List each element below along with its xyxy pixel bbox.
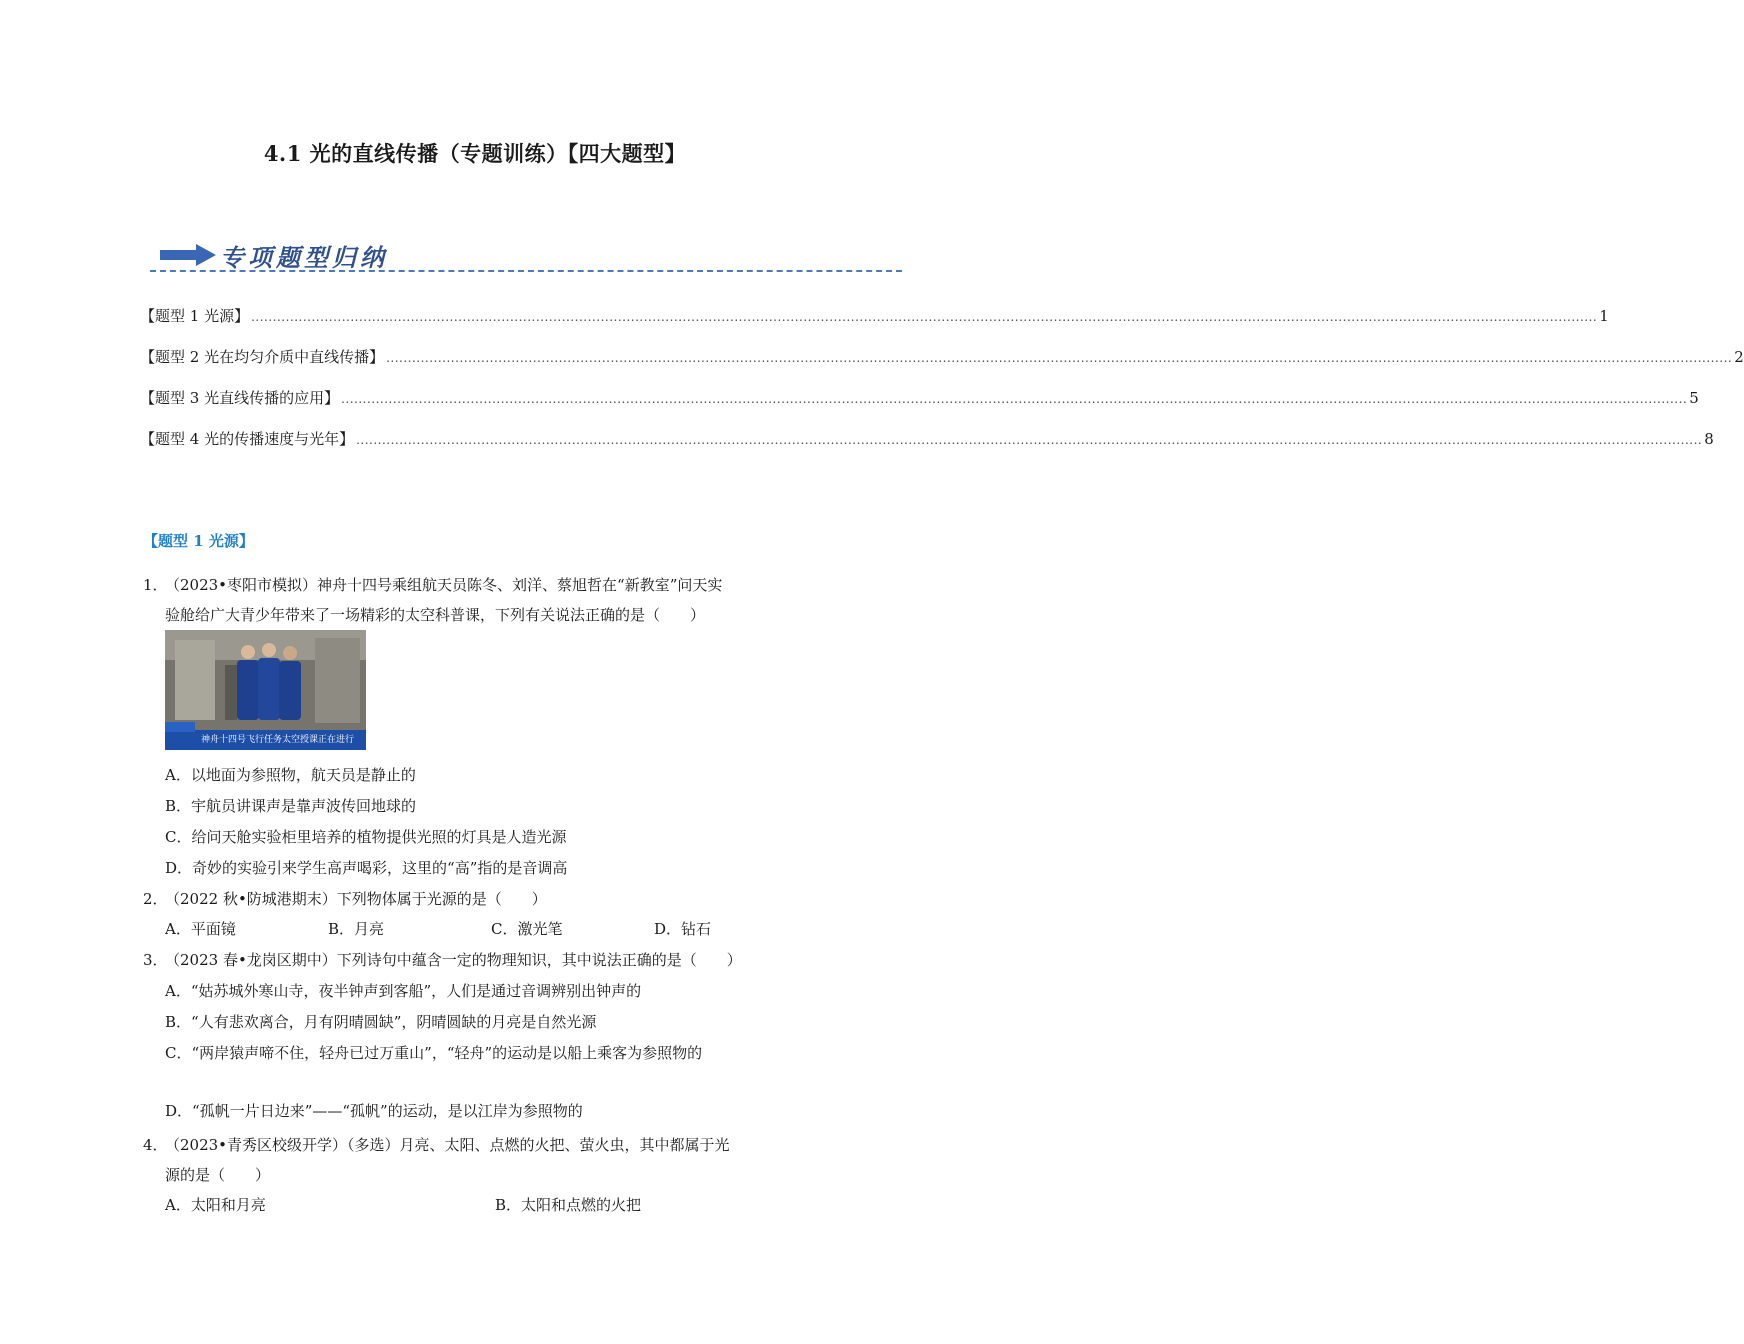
question-text: （2023 春•龙岗区期中）下列诗句中蕴含一定的物理知识，其中说法正确的是（ ） [165, 951, 742, 969]
document-title: 4.1 光的直线传播（专题训练）【四大题型】 [263, 141, 687, 166]
toc-leader: ........................................................................................................................................................................................................................................................................................................................ [341, 392, 1688, 406]
section-banner [150, 236, 902, 276]
toc-page-number: 1 [1599, 307, 1609, 325]
toc-label: 【题型 2 光在均匀介质中直线传播】 [140, 348, 385, 366]
question-1-options [165, 760, 845, 883]
question-2-options [143, 914, 833, 944]
toc-entry[interactable] [140, 428, 1714, 469]
toc-leader: ........................................................................................................................................................................................................................................................................................................................ [386, 351, 1733, 365]
section-heading: 【题型 1 光源】 [143, 532, 254, 550]
question-text-cont: 验舱给广大青少年带来了一场精彩的太空科普课，下列有关说法正确的是（ ） [165, 606, 706, 624]
arrow-right-icon [160, 244, 216, 266]
toc-label: 【题型 1 光源】 [140, 307, 250, 325]
question-text-cont: 源的是（ ） [165, 1166, 271, 1184]
question-4-options [143, 1190, 843, 1220]
option-b[interactable]: B．月亮 [328, 920, 385, 938]
toc-label: 【题型 3 光直线传播的应用】 [140, 389, 340, 407]
question-number: 1． [143, 576, 168, 594]
question-3 [143, 945, 843, 1126]
question-number: 4． [143, 1136, 168, 1154]
astronauts-photo [165, 630, 366, 750]
table-of-contents [140, 305, 1744, 469]
toc-leader: ........................................................................................................................................................................................................................................................................................................................ [356, 433, 1703, 447]
option-b[interactable]: B．太阳和点燃的火把 [495, 1196, 642, 1214]
toc-leader: ........................................................................................................................................................................................................................................................................................................................ [251, 310, 1598, 324]
option-a[interactable]: A．太阳和月亮 [165, 1196, 266, 1214]
toc-entry[interactable] [140, 346, 1744, 387]
question-2 [143, 884, 833, 944]
toc-page-number: 2 [1734, 348, 1744, 366]
option-d[interactable]: D．“孤帆一片日边来”——“孤帆”的运动，是以江岸为参照物的 [165, 1102, 583, 1120]
option-d[interactable]: D．奇妙的实验引来学生高声喝彩，这里的“高”指的是音调高 [165, 859, 568, 877]
question-number: 2． [143, 890, 168, 908]
option-d[interactable]: D．钻石 [654, 920, 712, 938]
question-1 [143, 570, 833, 630]
option-a[interactable]: A．以地面为参照物，航天员是静止的 [165, 766, 416, 784]
question-4 [143, 1130, 843, 1220]
toc-page-number: 8 [1704, 430, 1714, 448]
banner-divider [150, 270, 902, 272]
question-text: （2022 秋•防城港期末）下列物体属于光源的是（ ） [165, 890, 547, 908]
toc-label: 【题型 4 光的传播速度与光年】 [140, 430, 355, 448]
question-text: （2023•青秀区校级开学）（多选）月亮、太阳、点燃的火把、萤火虫，其中都属于光 [165, 1136, 730, 1154]
toc-entry[interactable] [140, 387, 1699, 428]
toc-page-number: 5 [1689, 389, 1699, 407]
option-c[interactable]: C．给问天舱实验柜里培养的植物提供光照的灯具是人造光源 [165, 828, 567, 846]
banner-title: 专项题型归纳 [220, 243, 388, 272]
option-a[interactable]: A．平面镜 [165, 920, 236, 938]
option-a[interactable]: A．“姑苏城外寒山寺，夜半钟声到客船”，人们是通过音调辨别出钟声的 [165, 982, 642, 1000]
option-c[interactable]: C．激光笔 [491, 920, 563, 938]
photo-caption: 神舟十四号飞行任务太空授课正在进行 [201, 735, 355, 745]
question-text: （2023•枣阳市模拟）神舟十四号乘组航天员陈冬、刘洋、蔡旭哲在“新教室”问天实 [165, 576, 723, 594]
option-c[interactable]: C．“两岸猿声啼不住，轻舟已过万重山”，“轻舟”的运动是以船上乘客为参照物的 [165, 1044, 703, 1062]
option-b[interactable]: B．“人有悲欢离合，月有阴晴圆缺”，阴晴圆缺的月亮是自然光源 [165, 1013, 597, 1031]
question-number: 3． [143, 951, 168, 969]
option-b[interactable]: B．宇航员讲课声是靠声波传回地球的 [165, 797, 417, 815]
toc-entry[interactable] [140, 305, 1609, 346]
